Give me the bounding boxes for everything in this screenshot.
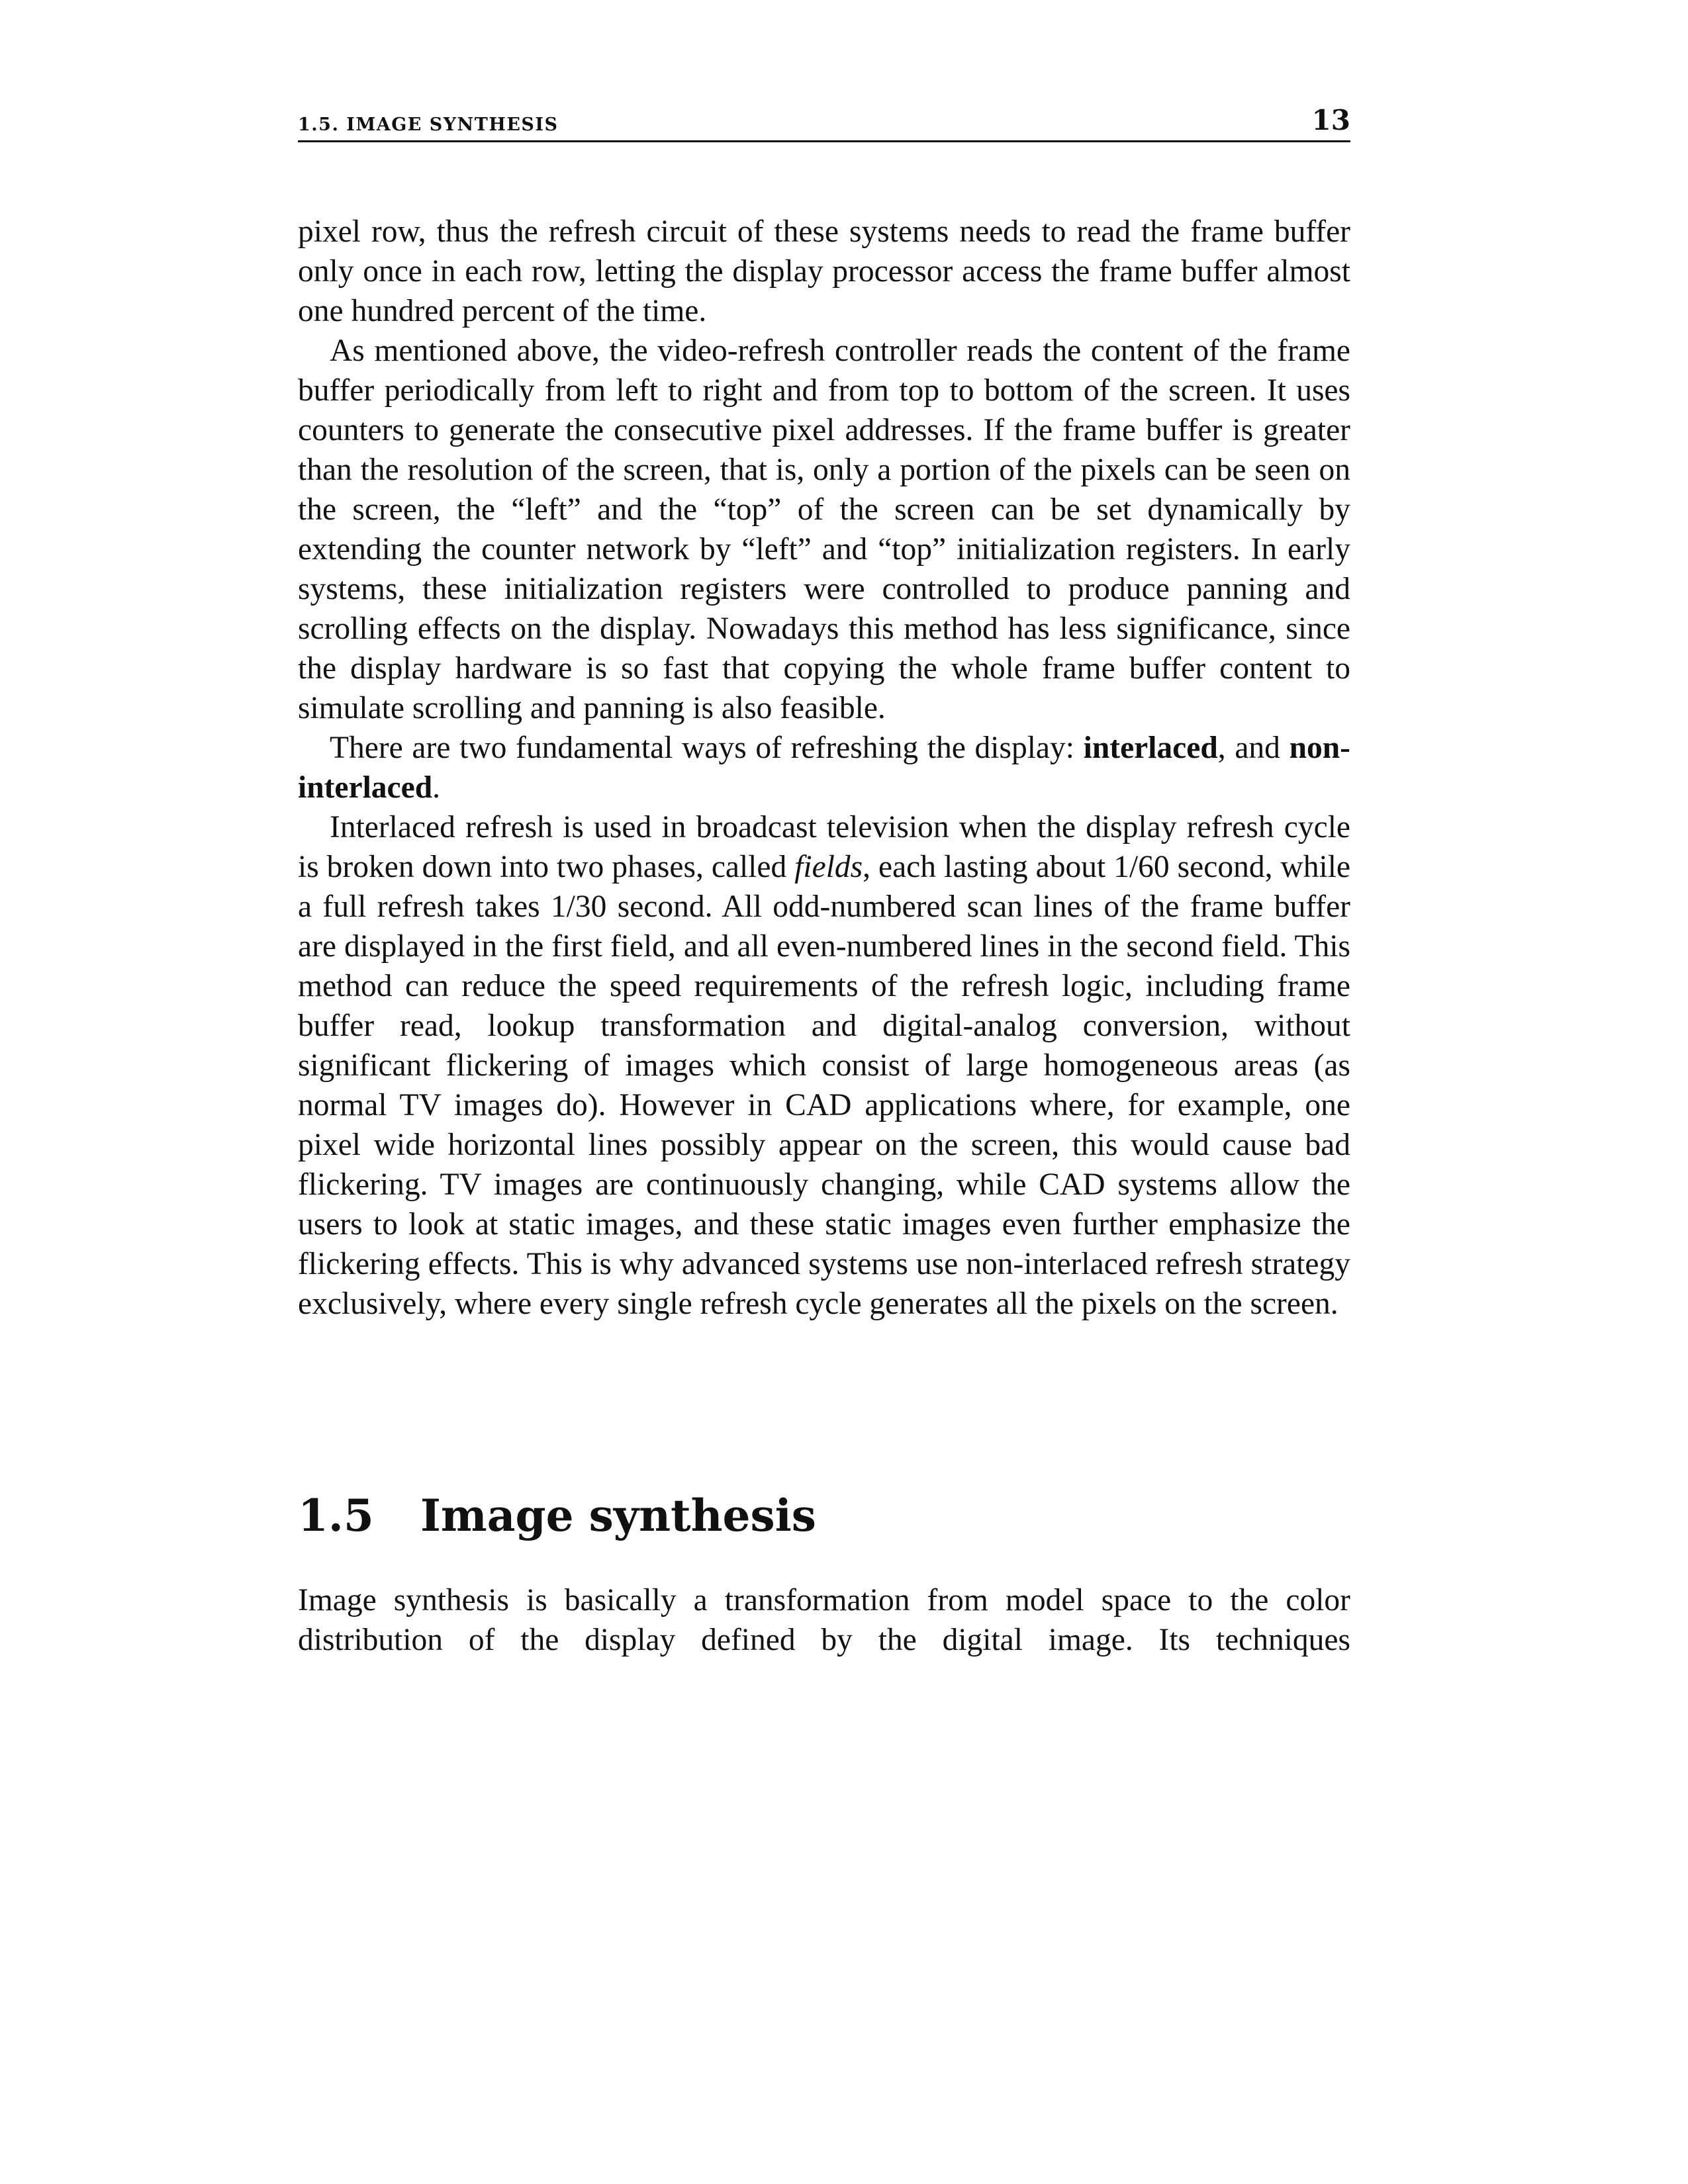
term-fields: fields bbox=[794, 850, 863, 884]
paragraph-video-refresh: As mentioned above, the video-refresh controller reads the content of the frame buffer periodically from left to right and from top to bottom of the screen. It uses counters to generate the consecutive pixel addresses. If the frame buffer is greater than the resolution of the screen, that is, only a portion of the pixels can be seen on the screen, the “left” and the “top” of the screen can be set dynamically by extending the counter network by “left” and “top” initialization registers. In early systems, these initialization registers were controlled to produce panning and scrolling effects on the display. Nowadays this method has less significance, since the display hardware is so fast that copying the whole frame buffer content to simulate scrolling and panning is also feasible. bbox=[298, 334, 1350, 725]
running-header bbox=[298, 99, 1350, 142]
paragraph-image-synthesis: Image synthesis is basically a transformation from model space to the color distribution of the display defined by the digital image. Its techniques bbox=[298, 1583, 1350, 1657]
section-title: Image synthesis bbox=[420, 1490, 816, 1541]
running-title: 1.5. IMAGE SYNTHESIS bbox=[298, 114, 559, 135]
paragraph-interlaced-refresh bbox=[298, 807, 1350, 1324]
term-non-interlaced: non-interlaced bbox=[298, 731, 1350, 805]
paragraph-refresh-ways bbox=[298, 728, 1350, 807]
paragraph-text: Interlaced refresh is used in broadcast television when the display refresh cycle is broken down into two phases, called bbox=[298, 810, 1350, 884]
body-text-section bbox=[298, 1580, 1350, 1660]
paragraph-continued: pixel row, thus the refresh circuit of these systems needs to read the frame buffer only once in each row, letting the display processor access the frame buffer almost one hundred percent of the time. bbox=[298, 214, 1350, 328]
document-page bbox=[298, 99, 1350, 1657]
paragraph-text: , each lasting about 1/60 second, while a full refresh takes 1/30 second. All odd-numbered scan lines of the frame buffer are displayed in the first field, and all even-numbered lines in the second field. This method can reduce the speed requirements of the refresh logic, including frame buffer read, lookup transformation and digital-analog conversion, without significant flickering of images which consist of large homogeneous areas (as normal TV images do). However in CAD applications where, for example, one pixel wide horizontal lines possibly appear on the screen, this would cause bad flickering. TV images are continuously changing, while CAD systems allow the users to look at static images, and these static images even further emphasize the flickering effects. This is why advanced systems use non-interlaced refresh strategy exclusively, where every single refresh cycle generates all the pixels on the screen. bbox=[298, 850, 1350, 1321]
term-interlaced: interlaced bbox=[1083, 731, 1218, 765]
section-number: 1.5 bbox=[298, 1490, 374, 1541]
section-heading bbox=[298, 1489, 816, 1542]
page-number: 13 bbox=[1311, 104, 1350, 136]
body-text-top bbox=[298, 212, 1350, 1324]
paragraph-text: , and bbox=[1217, 731, 1289, 765]
paragraph-text: . bbox=[432, 770, 441, 805]
paragraph-text: There are two fundamental ways of refreshing the display: bbox=[330, 731, 1084, 765]
